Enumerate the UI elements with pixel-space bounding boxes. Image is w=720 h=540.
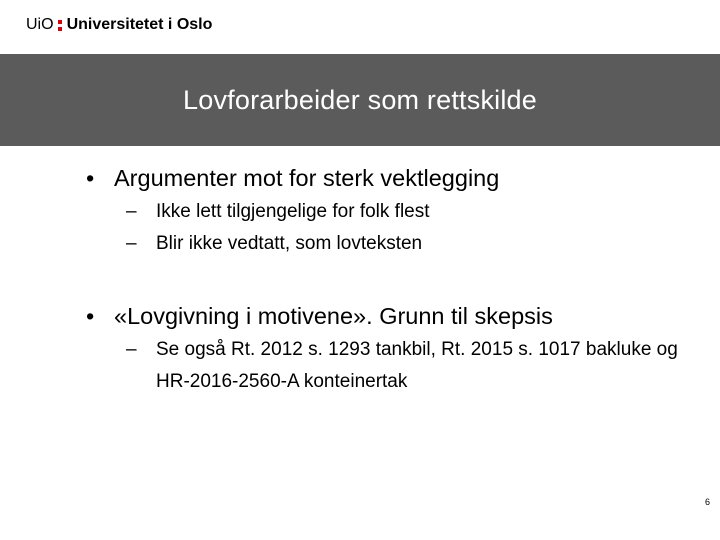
sub-bullet-text: Blir ikke vedtatt, som lovteksten [156, 233, 423, 254]
bullet-icon: • [86, 303, 95, 329]
logo-colon-icon [58, 14, 62, 36]
page-number: 6 [704, 497, 710, 507]
bullet-item [86, 160, 686, 196]
sub-bullet-list [86, 196, 686, 260]
dash-icon: – [126, 233, 137, 254]
bullet-text: Argumenter mot for sterk vektlegging [114, 165, 500, 191]
dash-icon: – [126, 339, 137, 360]
dash-icon: – [126, 201, 137, 222]
logo-mark: UiO [26, 16, 54, 33]
bullet-icon: • [86, 165, 95, 191]
sub-bullet-text: Se også Rt. 2012 s. 1293 tankbil, Rt. 2015 s. 1017 bakluke og HR-2016-2560-A konteinertak [156, 339, 678, 392]
logo-name: Universitetet i Oslo [66, 16, 213, 33]
bullet-text: «Lovgivning i motivene». Grunn til skepsis [114, 303, 553, 329]
sub-bullet-item [126, 196, 686, 228]
sub-bullet-text: Ikke lett tilgjengelige for folk flest [156, 201, 430, 222]
sub-bullet-list [86, 334, 686, 398]
slide-content [86, 160, 686, 398]
sub-bullet-item [126, 334, 686, 398]
title-band [0, 54, 720, 146]
bullet-group-2 [86, 298, 686, 398]
bullet-item [86, 298, 686, 334]
bullet-group-1 [86, 160, 686, 260]
slide-title: Lovforarbeider som rettskilde [183, 84, 537, 115]
university-logo [26, 14, 212, 36]
sub-bullet-item [126, 228, 686, 260]
